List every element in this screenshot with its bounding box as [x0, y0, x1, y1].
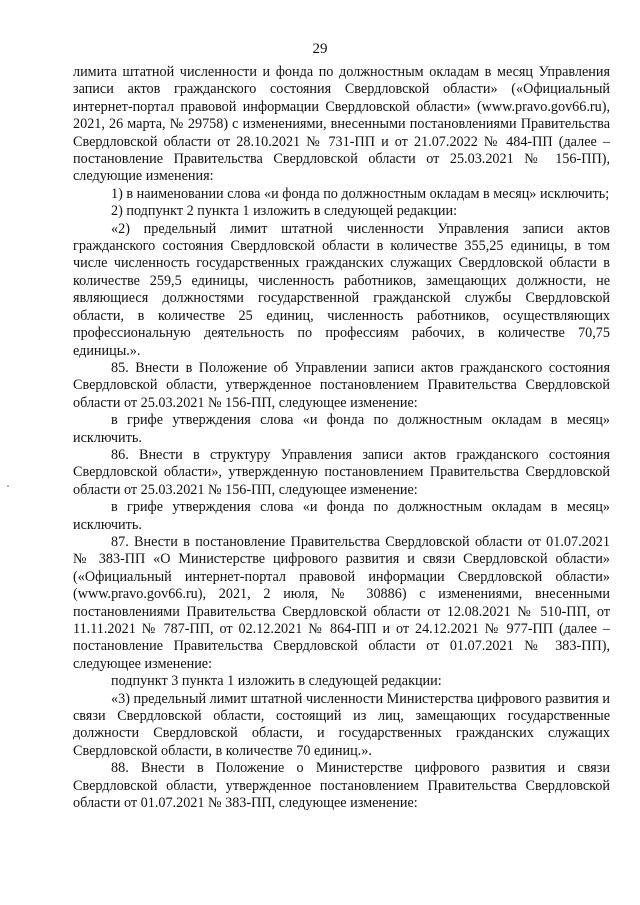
scan-dot — [7, 485, 9, 487]
paragraph-item-1: 1) в наименовании слова «и фонда по должностным окладам в месяц» исключить; — [111, 185, 610, 202]
paragraph-quote-subpoint-3: «3) предельный лимит штатной численности Министерства цифрового развития и связи Свердловской области, состоящий из лиц, замещающих государственные должности Свердловской области, и государственных гражданских служащих Свердловской области, в количестве 70 единиц.». — [73, 690, 610, 759]
document-body — [73, 64, 610, 812]
paragraph-85-change: в грифе утверждения слова «и фонда по должностным окладам в месяц» исключить. — [73, 412, 610, 446]
page-number: 29 — [312, 41, 328, 57]
paragraph-87: 87. Внести в постановление Правительства Свердловской области от 01.07.2021 № 383-ПП «О Министерстве цифрового развития и связи Свердловской области» («Официальный интернет-портал правовой информации Свердловской области» (www.pravo.gov66.ru), 2021, 2 июля, № 30886) с изменениями, внесенными постановлениями Правительства Свердловской области от 12.08.2021 № 510-ПП, от 11.11.2021 № 787-ПП, от 02.12.2021 № 864-ПП и от 24.12.2021 № 977-ПП (далее – постановление Правительства Свердловской области от 01.07.2021 № 383-ПП), следующее изменение: — [73, 533, 610, 672]
paragraph-item-2: 2) подпункт 2 пункта 1 изложить в следующей редакции: — [111, 203, 458, 220]
paragraph-88: 88. Внести в Положение о Министерстве цифрового развития и связи Свердловской области, утвержденное постановлением Правительства Свердловской области от 01.07.2021 № 383-ПП, следующее изменение: — [73, 760, 610, 812]
paragraph-85: 85. Внести в Положение об Управлении записи актов гражданского состояния Свердловской области, утвержденное постановлением Правительства Свердловской области от 25.03.2021 № 156-ПП, следующее изменение: — [73, 359, 610, 411]
paragraph-intro-continuation: лимита штатной численности и фонда по должностным окладам в месяц Управления записи актов гражданского состояния Свердловской области» («Официальный интернет-портал правовой информации Свердловской области» (www.pravo.gov66.ru), 2021, 26 марта, № 29758) с изменениями, внесенными постановлениями Правительства Свердловской области от 28.10.2021 № 731-ПП и от 21.07.2022 № 484-ПП (далее – постановление Правительства Свердловской области от 25.03.2021 № 156-ПП), следующие изменения: — [73, 64, 610, 185]
paragraph-87-subpoint: подпункт 3 пункта 1 изложить в следующей редакции: — [111, 673, 442, 690]
paragraph-86-change: в грифе утверждения слова «и фонда по должностным окладам в месяц» исключить. — [73, 499, 610, 533]
paragraph-86: 86. Внести в структуру Управления записи актов гражданского состояния Свердловской области», утвержденную постановлением Правительства Свердловской области от 25.03.2021 № 156-ПП, следующее изменение: — [73, 446, 610, 498]
paragraph-quote-subpoint-2: «2) предельный лимит штатной численности Управления записи актов гражданского состояния Свердловской области в количестве 355,25 единицы, в том числе численность государственных гражданских служащих Свердловской области в количестве 259,5 единицы, численность работников, замещающих должности, не являющиеся должностями государственной гражданской службы Свердловской области, в количестве 25 единиц, численность работников, осуществляющих профессиональную деятельность по профессиям рабочих, в количестве 70,75 единицы.». — [73, 220, 610, 359]
